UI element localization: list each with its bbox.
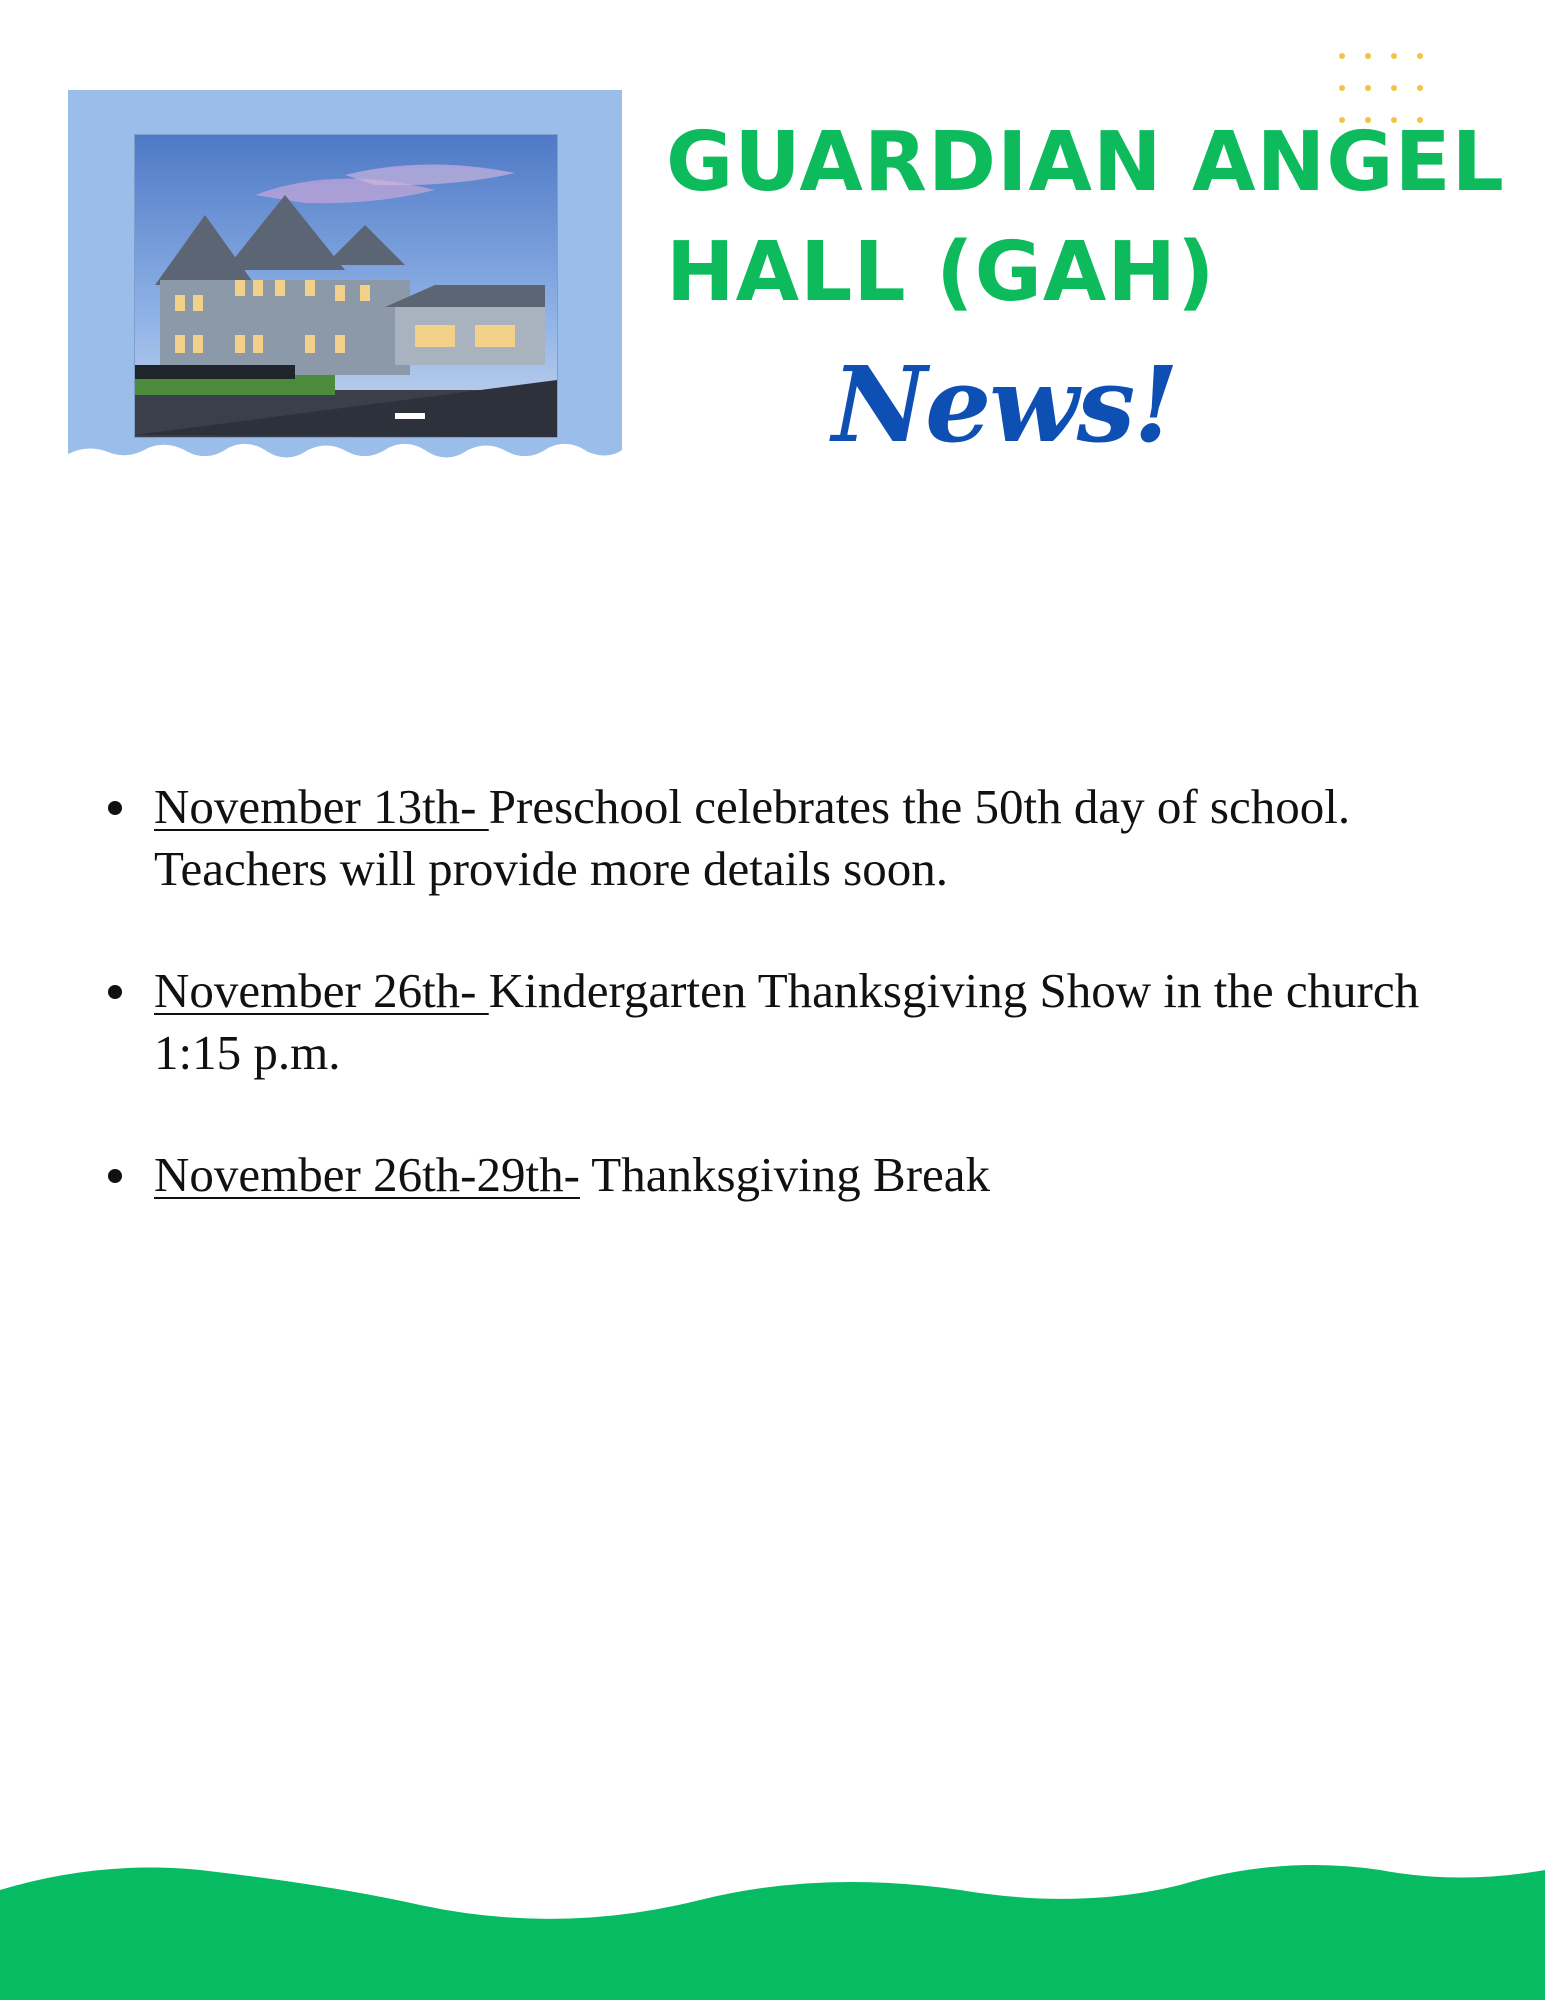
event-list xyxy=(100,776,1500,1266)
photo-frame xyxy=(68,90,622,470)
bullet-icon xyxy=(108,985,122,999)
title-line-1: GUARDIAN ANGEL xyxy=(666,115,1505,210)
frame-torn-edge xyxy=(68,436,622,476)
event-date: November 26th- xyxy=(154,963,489,1018)
school-building-photo xyxy=(134,134,558,438)
title-line-2: HALL (GAH) xyxy=(666,225,1216,320)
news-heading: News! xyxy=(832,343,1177,466)
bullet-icon xyxy=(108,1169,122,1183)
event-item xyxy=(100,1144,1500,1206)
footer-green-wave xyxy=(0,1830,1545,2000)
event-date: November 13th- xyxy=(154,779,489,834)
event-date: November 26th-29th- xyxy=(154,1147,580,1202)
page-title xyxy=(666,108,1526,328)
event-text: Preschool celebrates the 50th day of school. Teachers will provide more details soon. xyxy=(154,779,1351,896)
event-text: Kindergarten Thanksgiving Show in the church 1:15 p.m. xyxy=(154,963,1420,1080)
event-item xyxy=(100,776,1500,900)
bullet-icon xyxy=(108,801,122,815)
event-text: Thanksgiving Break xyxy=(579,1147,991,1202)
event-item xyxy=(100,960,1500,1084)
